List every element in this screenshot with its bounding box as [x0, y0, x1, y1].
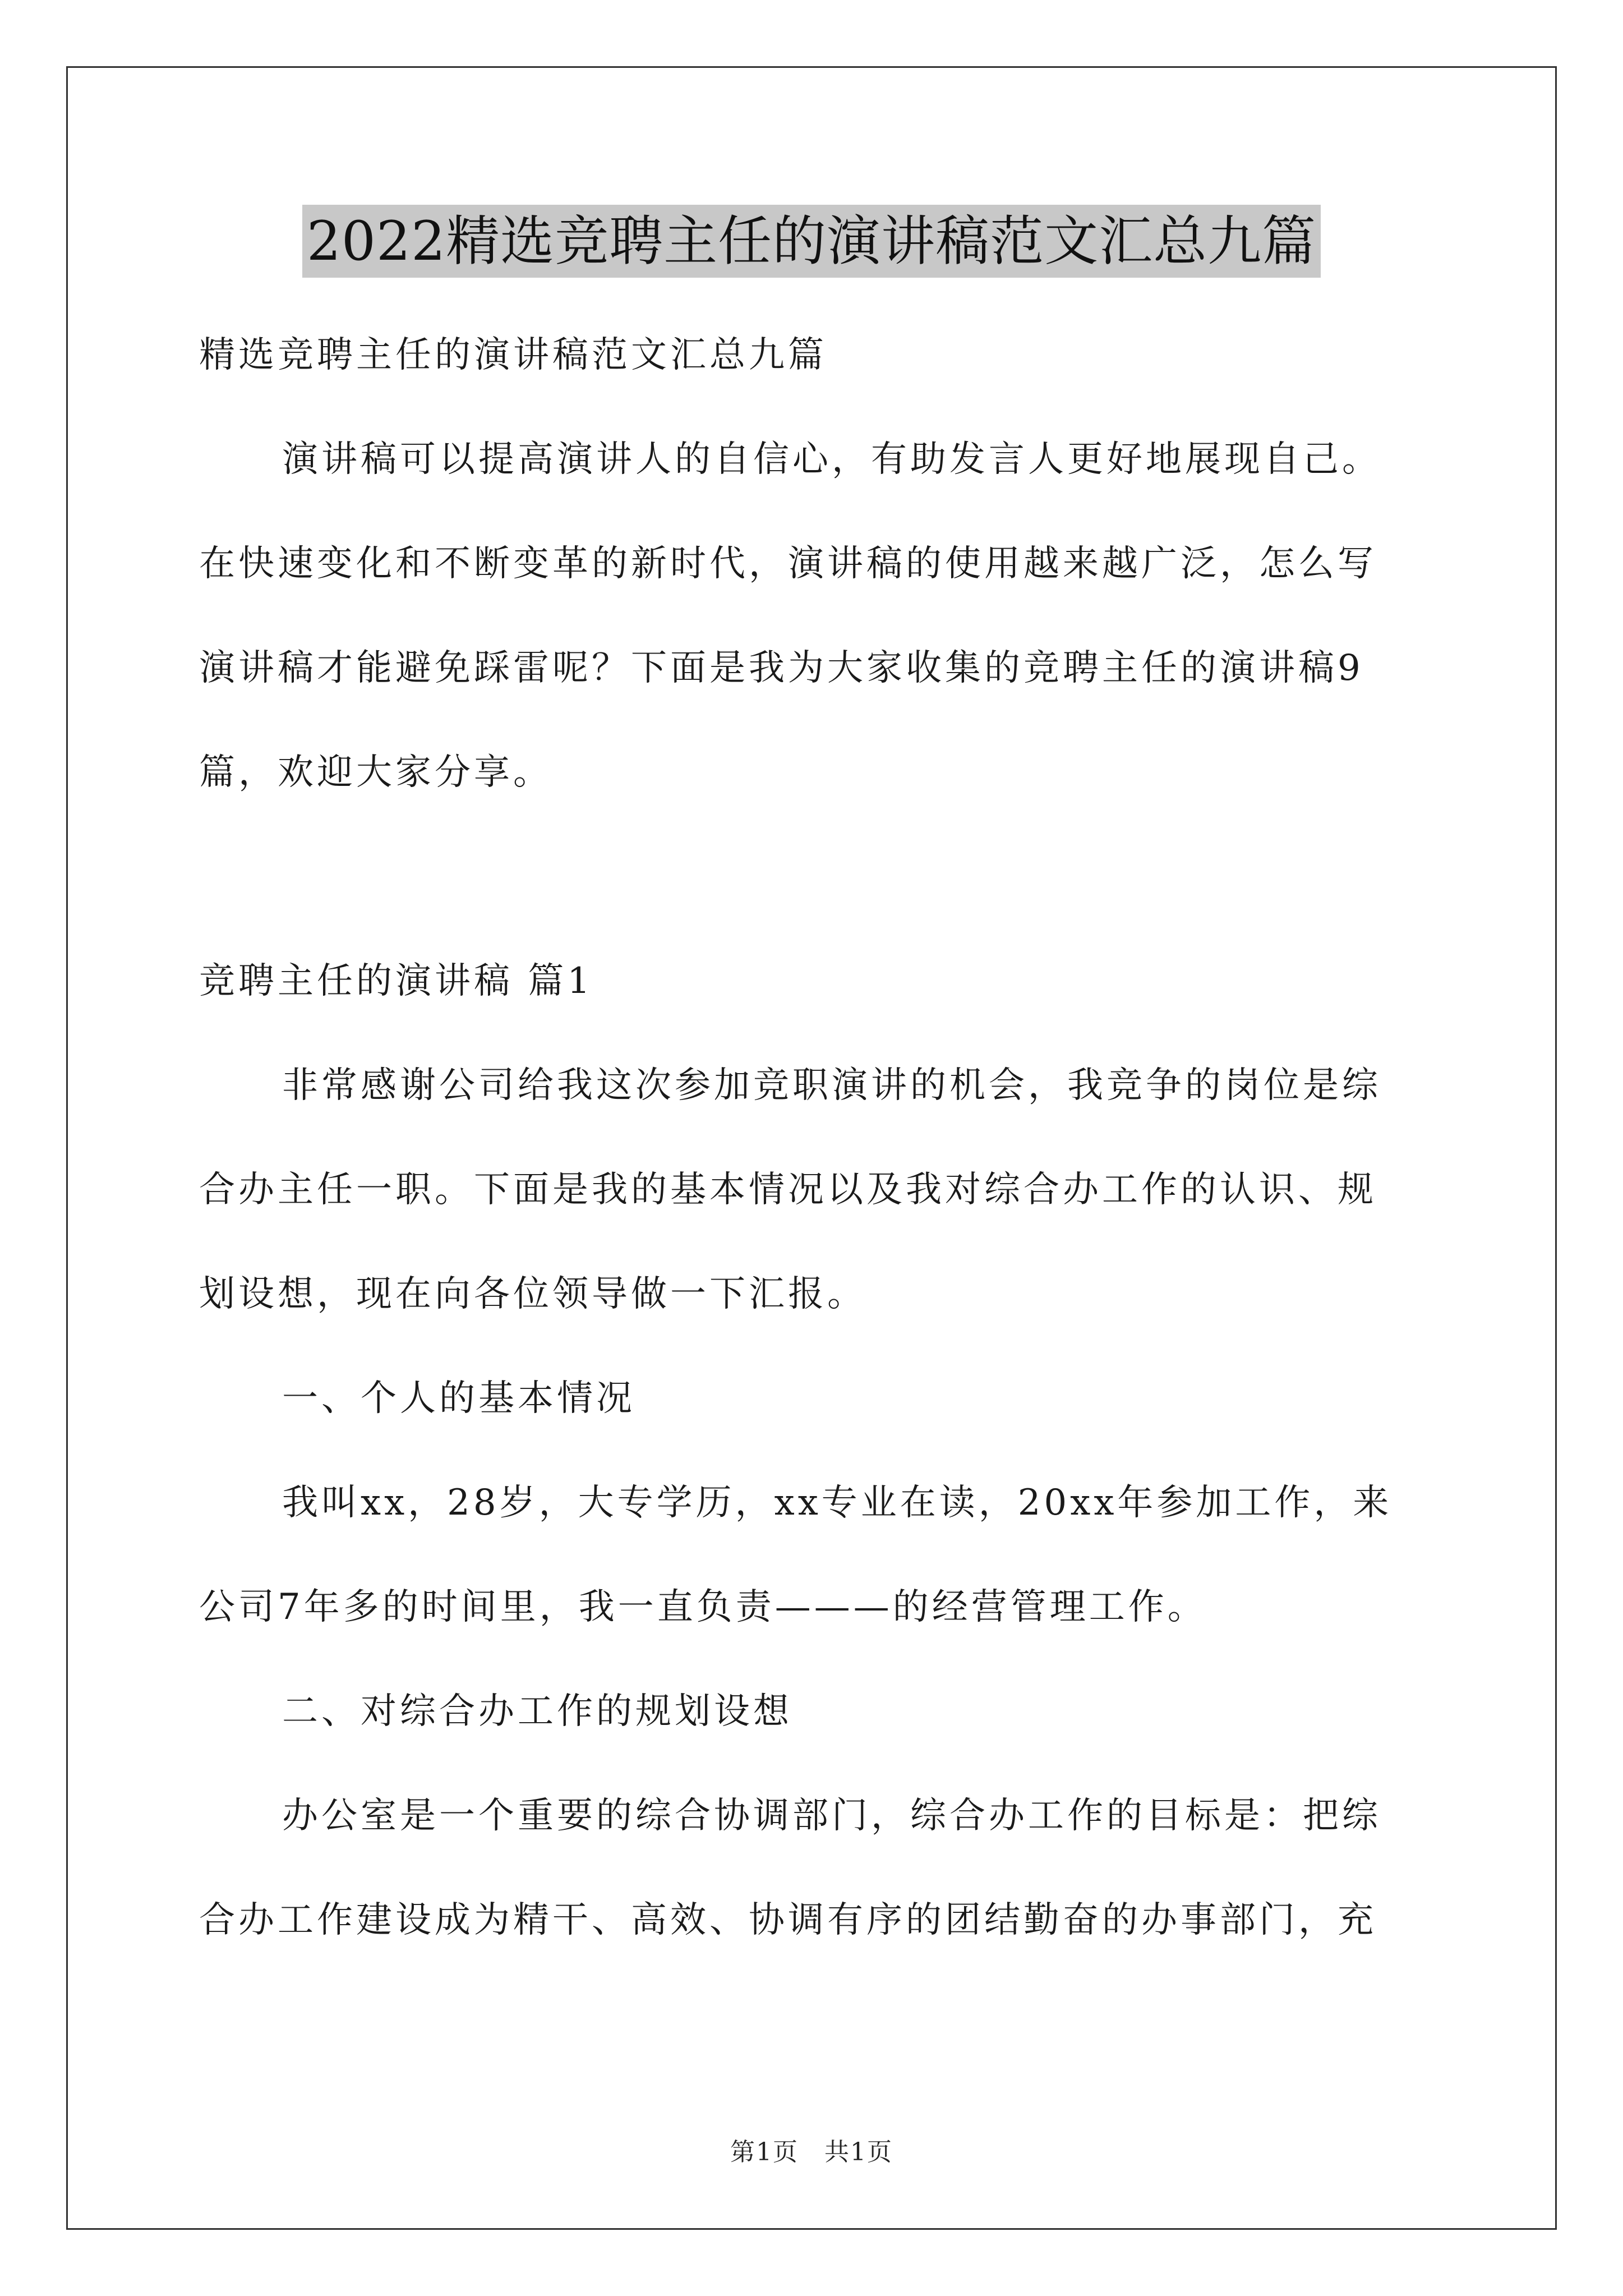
body-line: 划设想，现在向各位领导做一下汇报。 — [199, 1273, 866, 1315]
paragraph-gap — [199, 825, 1433, 929]
body-line: 非常感谢公司给我这次参加竞职演讲的机会，我竞争的岗位是综 — [282, 1065, 1381, 1106]
title-container — [0, 205, 1623, 278]
body-line: 篇，欢迎大家分享。 — [199, 752, 552, 793]
body-line: 公司7年多的时间里，我一直负责———的经营管理工作。 — [199, 1586, 1207, 1628]
document-body — [199, 303, 1433, 1972]
body-line: 一、个人的基本情况 — [282, 1378, 635, 1419]
body-line: 演讲稿可以提高演讲人的自信心，有助发言人更好地展现自己。 — [282, 439, 1381, 480]
body-line: 二、对综合办工作的规划设想 — [282, 1691, 792, 1732]
body-line: 合办主任一职。下面是我的基本情况以及我对综合办工作的认识、规 — [199, 1169, 1377, 1211]
body-line: 合办工作建设成为精干、高效、协调有序的团结勤奋的办事部门，充 — [199, 1899, 1377, 1941]
body-line: 演讲稿才能避免踩雷呢？下面是我为大家收集的竞聘主任的演讲稿9 — [199, 647, 1364, 689]
body-line: 精选竞聘主任的演讲稿范文汇总九篇 — [199, 334, 827, 376]
body-line: 竞聘主任的演讲稿 篇1 — [199, 960, 594, 1002]
page-footer: 第1页 共1页 — [730, 2138, 893, 2166]
body-line: 办公室是一个重要的综合协调部门，综合办工作的目标是：把综 — [282, 1795, 1381, 1837]
body-line: 我叫xx，28岁，大专学历，xx专业在读，20xx年参加工作，来 — [282, 1482, 1393, 1524]
document-title: 2022精选竞聘主任的演讲稿范文汇总九篇 — [302, 205, 1321, 278]
body-line: 在快速变化和不断变革的新时代，演讲稿的使用越来越广泛，怎么写 — [199, 543, 1377, 585]
